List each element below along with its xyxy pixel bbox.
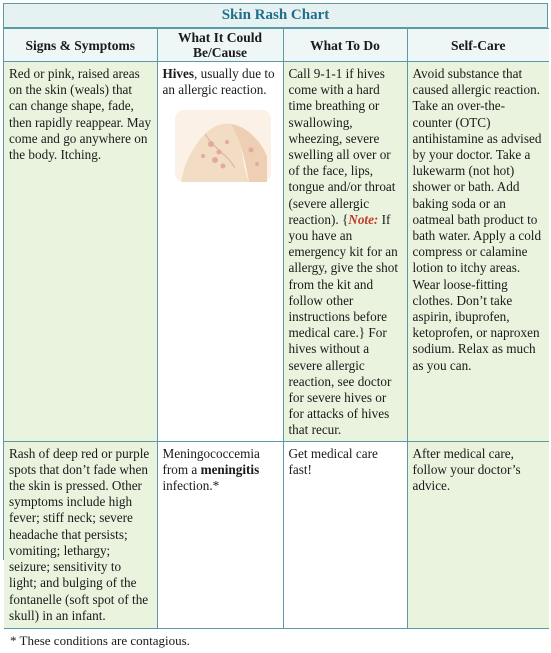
selfcare-text: After medical care, follow your doctor’s advice. bbox=[412, 445, 521, 494]
selfcare-cell bbox=[407, 441, 549, 628]
header-cause: What It Could Be/Cause bbox=[157, 29, 283, 62]
cause-name: meningitis bbox=[200, 461, 260, 477]
cause-text: , usually due to an allergic reaction. bbox=[162, 66, 275, 98]
cause-text-end: infection.* bbox=[162, 478, 220, 494]
todo-text: Get medical care fast! bbox=[288, 445, 378, 477]
signs-text: Red or pink, raised areas on the skin (weals) that can change shape, fade, then rapidly reappear. May come and go anywhere on the body. Itching. bbox=[9, 66, 152, 163]
chart-title: Skin Rash Chart bbox=[4, 4, 547, 28]
cause-cell bbox=[157, 441, 283, 628]
footnote: * These conditions are contagious. bbox=[10, 632, 190, 648]
todo-cell bbox=[283, 441, 407, 628]
table-row bbox=[4, 441, 549, 628]
header-row bbox=[4, 29, 549, 62]
signs-cell bbox=[4, 62, 157, 442]
header-todo: What To Do bbox=[283, 29, 407, 62]
table-row bbox=[4, 62, 549, 442]
cause-cell bbox=[157, 62, 283, 442]
hives-illustration bbox=[175, 110, 271, 182]
signs-cell bbox=[4, 441, 157, 628]
todo-cell bbox=[283, 62, 407, 442]
header-selfcare: Self-Care bbox=[407, 29, 549, 62]
cause-text: Meningococcemia from a bbox=[162, 445, 260, 477]
rash-table bbox=[4, 28, 549, 629]
skin-rash-chart bbox=[3, 3, 548, 648]
signs-text: Rash of deep red or purple spots that don’t fade when the skin is pressed. Other symptoms include high fever; stiff neck; severe headache that persists; vomiting; lethargy; seizure; sensitivity to light; and bulging of the fontanelle (soft spot of the skull) in an infant. bbox=[9, 445, 150, 623]
todo-text: Call 9-1-1 if hives come with a hard time breathing or swallowing, wheezing, severe swelling all over or of the face, lips, tongue and/or throat (severe allergic reaction). { bbox=[288, 66, 396, 227]
todo-text-continued: If you have an emergency kit for an allergy, give the shot from the kit and follow other instructions before medical care.} For hives without a severe allergic reaction, see doctor for severe hives or for attacks of hives that recur. bbox=[288, 211, 399, 438]
note-label: Note: bbox=[348, 211, 379, 227]
cause-name: Hives bbox=[162, 66, 195, 81]
header-signs: Signs & Symptoms bbox=[4, 29, 157, 62]
selfcare-text: Avoid substance that caused allergic reaction. Take an over-the-counter (OTC) antihistamine as advised by your doctor. Take a lukewarm (not hot) shower or bath. Add baking soda or an oatmeal bath product to bath water. Apply a cold compress or calamine lotion to itchy areas. Wear loose-fitting clothes. Don’t take aspirin, ibuprofen, ketoprofen, or naproxen sodium. Relax as much as you can. bbox=[412, 66, 542, 373]
selfcare-cell bbox=[407, 62, 549, 442]
